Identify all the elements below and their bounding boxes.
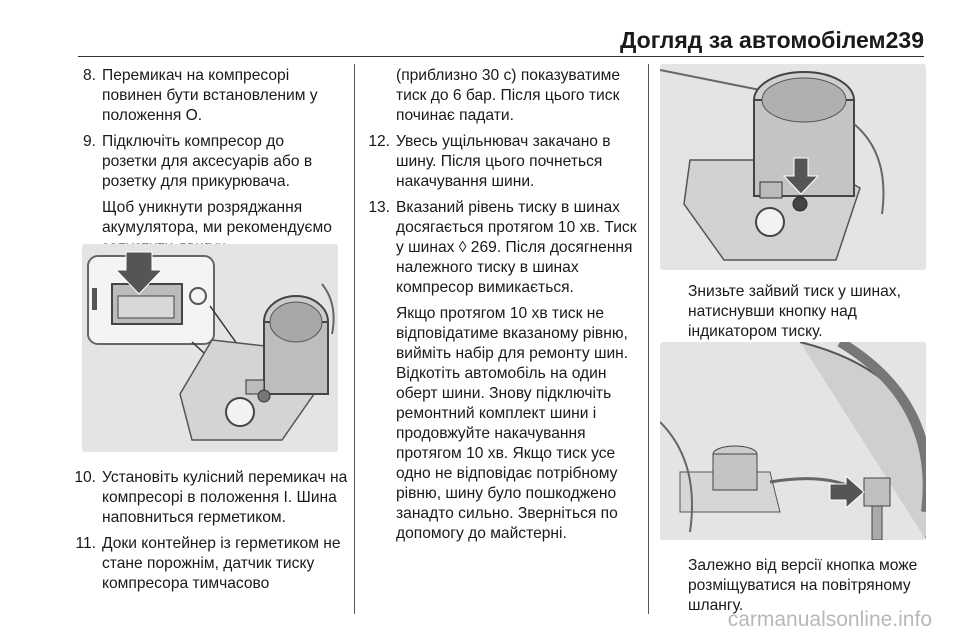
hose-button-illustration: [660, 342, 926, 540]
section-title: Догляд за автомобілем: [620, 27, 886, 53]
page-number: 239: [885, 27, 924, 53]
step-text: Увесь ущільнювач закачано в шину. Після цього почнеться накачування шини.: [396, 133, 611, 190]
step-10: [72, 468, 348, 528]
watermark: carmanualsonline.info: [727, 608, 932, 631]
step-13: [366, 198, 642, 298]
step-text: Установіть кулісний перемикач на компресорі в положення I. Шина наповниться герметиком.: [102, 469, 348, 526]
compressor-switch-figure: [82, 244, 338, 452]
step-text: Доки контейнер із герметиком не стане порожнім, датчик тиску компресора тимчасово: [102, 535, 341, 592]
step-number: 13.: [368, 199, 390, 216]
caption-1: [688, 282, 928, 348]
step-number: 11.: [75, 535, 96, 552]
middle-column: [366, 66, 642, 550]
figure-caption: Залежно від версії кнопка може розміщуватися на повітряному шлангу.: [688, 557, 918, 614]
step-9-note: Щоб уникнути розряджання акумулятора, ми рекомендуємо: [102, 199, 332, 236]
pressure-release-illustration: [660, 64, 926, 270]
step-12: [366, 132, 642, 192]
header-divider: [78, 56, 924, 57]
step-text: Підключіть компресор до розетки для аксесуарів або в розетку для прикурювача.: [102, 133, 313, 190]
step-8: [72, 66, 342, 126]
step-text: Вказаний рівень тиску в шинах досягається протягом 10 хв. Тиск у шинах ◊ 269. Після досягнення належного тиску в шинах компресор вимикається.: [396, 199, 637, 296]
column-divider-right: [648, 64, 649, 614]
step-number: 12.: [368, 133, 390, 150]
pressure-release-figure: [660, 64, 926, 270]
column-divider-left: [354, 64, 355, 614]
step-11-continuation: (приблизно 30 с) показуватиме тиск до 6 бар. Після цього тиск починає падати.: [396, 67, 621, 124]
compressor-switch-illustration: [82, 244, 338, 452]
step-text: Перемикач на компресорі повинен бути встановленим у положення O.: [102, 67, 318, 124]
left-column: [72, 66, 342, 264]
step-11: [72, 534, 348, 594]
step-number: 8.: [82, 67, 96, 84]
step-number: 9.: [82, 133, 96, 150]
left-column-lower: [72, 468, 348, 600]
step-9: [72, 132, 342, 192]
hose-button-figure: [660, 342, 926, 540]
figure-caption: Знизьте зайвий тиск у шинах, натиснувши кнопку над індикатором тиску.: [688, 283, 901, 340]
step-13-note: Якщо протягом 10 хв тиск не відповідатиме вказаному рівню, вийміть набір для ремонту шин. Відкотіть автомобіль на один оберт шини. Знову підключіть ремонтний комплект шини і продовжуйте накачування протягом 10 хв. Якщо тиск усе одно не відповідає потрібному рівню, шину було пошкоджено занадто сильно. Зверніться по допомогу до майстерні.: [396, 305, 629, 542]
step-number: 10.: [74, 469, 96, 486]
